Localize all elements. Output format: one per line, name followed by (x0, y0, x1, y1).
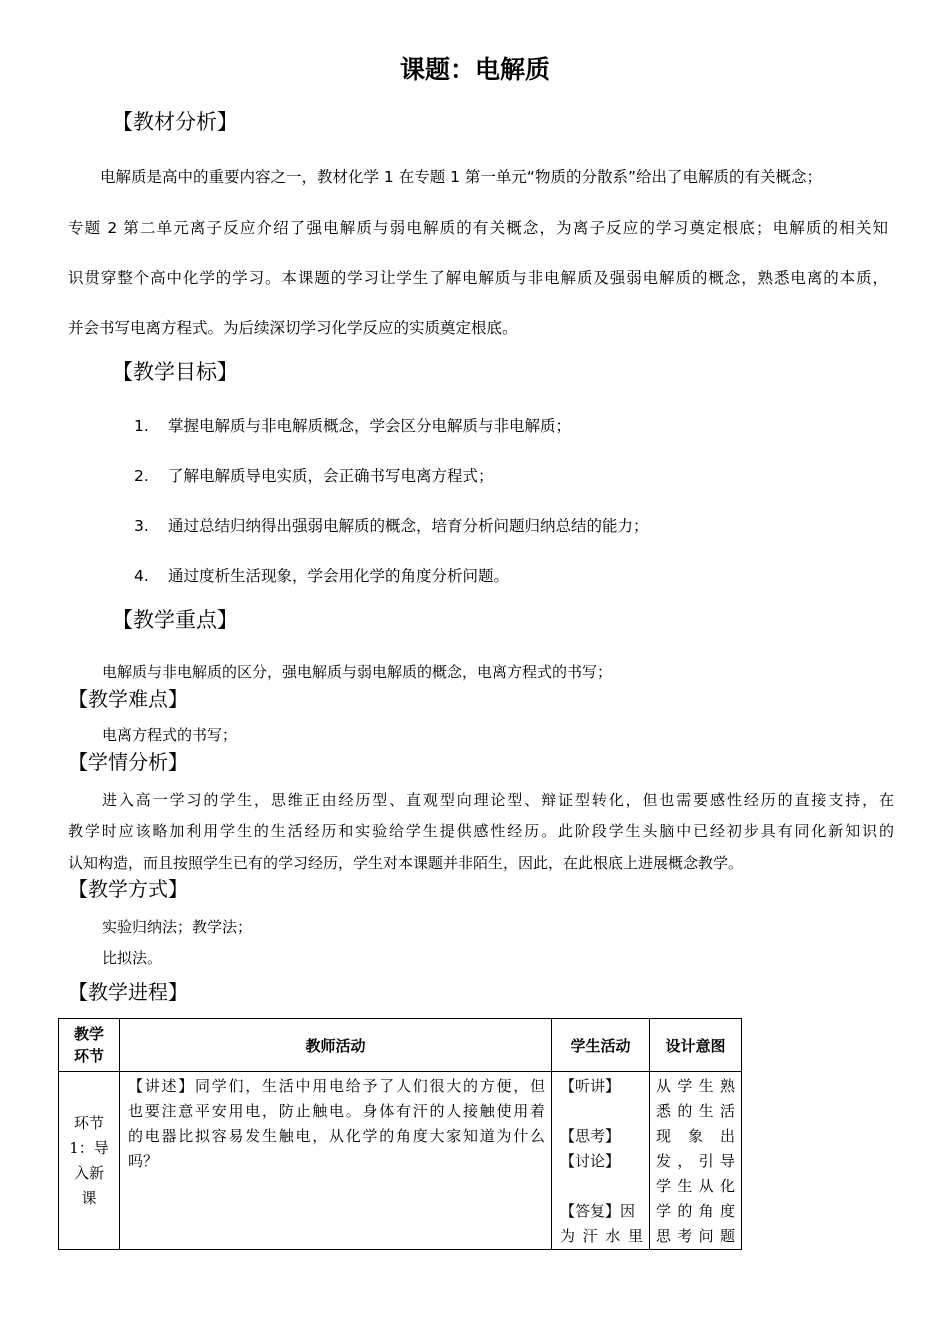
objective-item (134, 414, 571, 436)
header-teacher: 教师活动 (120, 1019, 552, 1072)
student-line: 【听讲】 (560, 1077, 621, 1095)
stage-line: 课 (81, 1188, 97, 1207)
objective-text: 通过总结归纳得出强弱电解质的概念，培育分析问题归纳总结的能力； (168, 517, 649, 535)
stage-line: 入新 (73, 1163, 104, 1182)
cell-stage (59, 1072, 120, 1250)
teacher-line: 吗？ (128, 1152, 159, 1170)
stage-line: 环节 (73, 1113, 104, 1132)
header-stage-line: 教学 (73, 1025, 104, 1043)
textbook-analysis-line-1: 电解质是高中的重要内容之一，教材化学 1 在专题 1 第一单元“物质的分散系”给出了电解质的有关概念； (100, 168, 822, 186)
student-gap (560, 1099, 643, 1124)
table-header-row (59, 1019, 742, 1072)
student-line: 【思考】 (560, 1127, 621, 1145)
header-stage (59, 1019, 120, 1072)
objective-number: 3. (134, 517, 149, 535)
objective-text: 掌握电解质与非电解质概念，学会区分电解质与非电解质； (168, 417, 572, 435)
student-analysis-line-1: 进入高一学习的学生，思维正由经历型、直观型向理论型、辩证型转化，但也需要感性经历的直接支持，在 (102, 791, 894, 809)
textbook-analysis-line-4: 并会书写电离方程式。为后续深切学习化学反应的实质奠定根底。 (68, 319, 518, 337)
objective-text: 通过度析生活现象，学会用化学的角度分析问题。 (168, 567, 510, 585)
objective-number: 2. (134, 467, 149, 485)
key-points-text: 电解质与非电解质的区分，强电解质与弱电解质的概念，电离方程式的书写； (102, 663, 613, 681)
student-line: 【讨论】 (560, 1152, 621, 1170)
objective-item (134, 514, 649, 536)
heading-objectives: 【教学目标】 (112, 360, 238, 384)
objective-item (134, 564, 509, 586)
cell-student-activity (552, 1072, 650, 1250)
design-line: 学生从化 (656, 1177, 735, 1195)
methods-line-2: 比拟法。 (102, 949, 163, 967)
student-gap (560, 1174, 643, 1199)
design-line: 悉的生活 (656, 1102, 735, 1120)
design-line: 从学生熟 (656, 1077, 735, 1095)
heading-student-analysis: 【学情分析】 (68, 750, 188, 774)
methods-line-1: 实验归纳法；教学法； (102, 918, 253, 936)
design-line: 思考问题 (656, 1227, 735, 1245)
student-analysis-line-2: 教学时应该略加利用学生的生活经历和实验给学生提供感性经历。此阶段学生头脑中已经初步具有同化新知识的 (68, 822, 894, 840)
cell-teacher-activity (120, 1072, 552, 1250)
textbook-analysis-line-2: 专题 2 第二单元离子反应介绍了强电解质与弱电解质的有关概念，为离子反应的学习奠定根底；电解质的相关知 (68, 219, 888, 237)
table-row (59, 1072, 742, 1250)
design-line: 发，引导 (656, 1152, 735, 1170)
process-table (58, 1018, 742, 1250)
heading-textbook-analysis: 【教材分析】 (112, 110, 238, 134)
objective-text: 了解电解质导电实质，会正确书写电离方程式； (168, 467, 494, 485)
teacher-line: 的电器比拟容易发生触电，从化学的角度大家知道为什么 (128, 1127, 545, 1145)
textbook-analysis-line-3: 识贯穿整个高中化学的学习。本课题的学习让学生了解电解质与非电解质及强弱电解质的概念，熟悉电离的本质， (68, 269, 888, 287)
student-analysis-line-3: 认知构造，而且按照学生已有的学习经历，学生对本课题并非陌生，因此，在此根底上进展概念教学。 (68, 854, 744, 872)
heading-key-points: 【教学重点】 (112, 608, 238, 632)
header-student: 学生活动 (552, 1019, 650, 1072)
student-line: 为汗水里 (560, 1227, 643, 1245)
design-line: 现象出 (656, 1127, 735, 1145)
objective-number: 1. (134, 417, 149, 435)
difficulties-text: 电离方程式的书写； (102, 726, 238, 744)
heading-difficulties: 【教学难点】 (68, 687, 188, 711)
objective-item (134, 464, 494, 486)
teacher-line: 也要注意平安用电，防止触电。身体有汗的人接触使用着 (128, 1102, 545, 1120)
cell-design-intent (650, 1072, 742, 1250)
teacher-line: 【讲述】同学们，生活中用电给予了人们很大的方便，但 (128, 1077, 545, 1095)
heading-process: 【教学进程】 (68, 980, 188, 1004)
design-line: 学的角度 (656, 1202, 735, 1220)
page-title: 课题：电解质 (399, 55, 550, 84)
header-stage-line: 环节 (73, 1047, 104, 1065)
student-line: 【答复】因 (560, 1202, 636, 1220)
stage-line: 1：导 (69, 1138, 109, 1157)
heading-methods: 【教学方式】 (68, 877, 188, 901)
header-design: 设计意图 (650, 1019, 742, 1072)
objective-number: 4. (134, 567, 149, 585)
